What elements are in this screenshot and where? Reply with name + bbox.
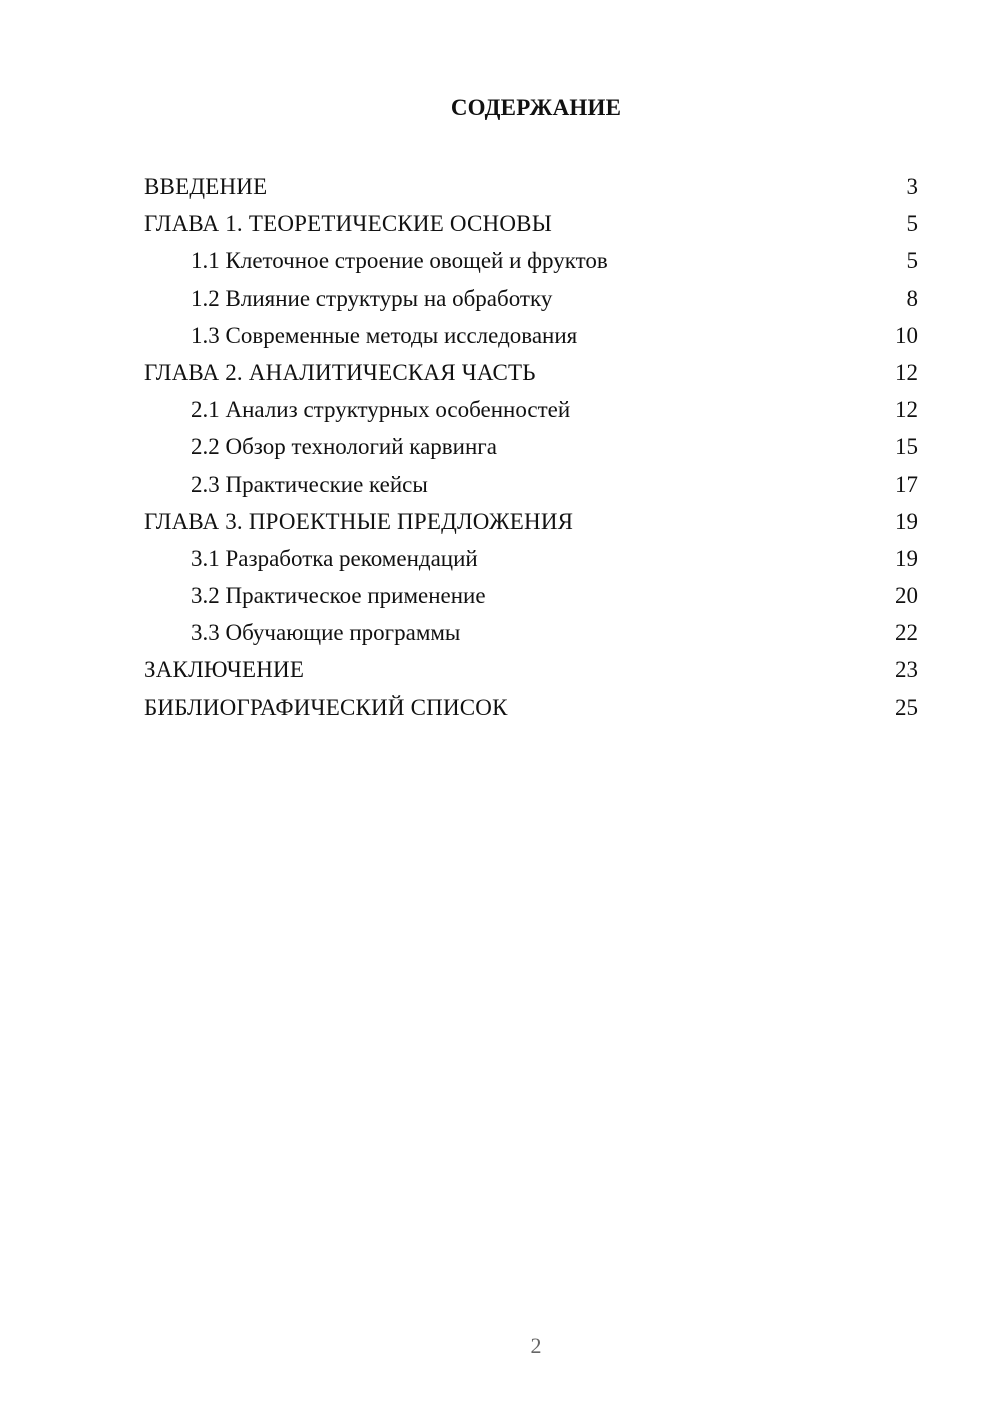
toc-entry-section-2-2 xyxy=(144,428,918,465)
toc-entry-label: 3.3 Обучающие программы xyxy=(191,620,461,646)
toc-entry-page: 5 xyxy=(906,248,918,274)
toc-entry-label: ВВЕДЕНИЕ xyxy=(144,174,268,199)
toc-entry-page: 12 xyxy=(895,397,918,423)
toc-entry-page: 17 xyxy=(895,471,918,497)
toc-entry-chapter-2 xyxy=(144,354,918,391)
toc-entry-section-1-3 xyxy=(144,317,918,354)
toc-entry-page: 12 xyxy=(895,359,918,385)
toc-entry-label: БИБЛИОГРАФИЧЕСКИЙ СПИСОК xyxy=(144,694,508,720)
toc-entry-page: 19 xyxy=(895,545,918,571)
toc-entry-label: 2.1 Анализ структурных особенностей xyxy=(191,397,571,423)
toc-entry-page: 23 xyxy=(895,657,918,683)
toc-entry-label: ГЛАВА 1. ТЕОРЕТИЧЕСКИЕ ОСНОВЫ xyxy=(144,211,552,237)
page-title: СОДЕРЖАНИЕ xyxy=(450,95,622,120)
toc-entry-section-3-2 xyxy=(144,577,918,614)
toc-entry-label: 1.2 Влияние структуры на обработку xyxy=(191,285,553,311)
toc-entry-label: ГЛАВА 3. ПРОЕКТНЫЕ ПРЕДЛОЖЕНИЯ xyxy=(144,508,574,534)
toc-entry-page: 8 xyxy=(906,285,918,311)
toc-entry-chapter-1 xyxy=(144,205,918,242)
toc-entry-label: 1.1 Клеточное строение овощей и фруктов xyxy=(191,248,608,274)
toc-entry-section-1-1 xyxy=(144,242,918,279)
toc-entry-page: 19 xyxy=(895,508,918,534)
toc-entry-label: ЗАКЛЮЧЕНИЕ xyxy=(144,657,305,683)
toc-entry-page: 10 xyxy=(895,322,918,348)
table-of-contents xyxy=(144,168,918,726)
toc-entry-section-3-1 xyxy=(144,540,918,577)
toc-entry-page: 3 xyxy=(906,174,918,199)
toc-entry-page: 20 xyxy=(895,583,918,609)
toc-entry-section-2-1 xyxy=(144,391,918,428)
toc-entry-label: 3.2 Практическое применение xyxy=(191,583,486,609)
toc-entry-conclusion xyxy=(144,651,918,688)
toc-entry-page: 22 xyxy=(895,620,918,646)
toc-entry-chapter-3 xyxy=(144,503,918,540)
toc-entry-section-1-2 xyxy=(144,280,918,317)
toc-entry-introduction xyxy=(144,168,918,205)
toc-entry-section-2-3 xyxy=(144,466,918,503)
toc-entry-label: 2.3 Практические кейсы xyxy=(191,471,428,497)
toc-entry-section-3-3 xyxy=(144,614,918,651)
toc-entry-label: ГЛАВА 2. АНАЛИТИЧЕСКАЯ ЧАСТЬ xyxy=(144,359,536,385)
toc-entry-page: 25 xyxy=(895,694,918,720)
page-number: 2 xyxy=(530,1333,542,1358)
toc-entry-bibliography xyxy=(144,689,918,726)
toc-entry-page: 15 xyxy=(895,434,918,460)
toc-entry-page: 5 xyxy=(906,211,918,237)
toc-entry-label: 2.2 Обзор технологий карвинга xyxy=(191,434,497,460)
toc-entry-label: 3.1 Разработка рекомендаций xyxy=(191,545,478,571)
toc-entry-label: 1.3 Современные методы исследования xyxy=(191,322,578,348)
